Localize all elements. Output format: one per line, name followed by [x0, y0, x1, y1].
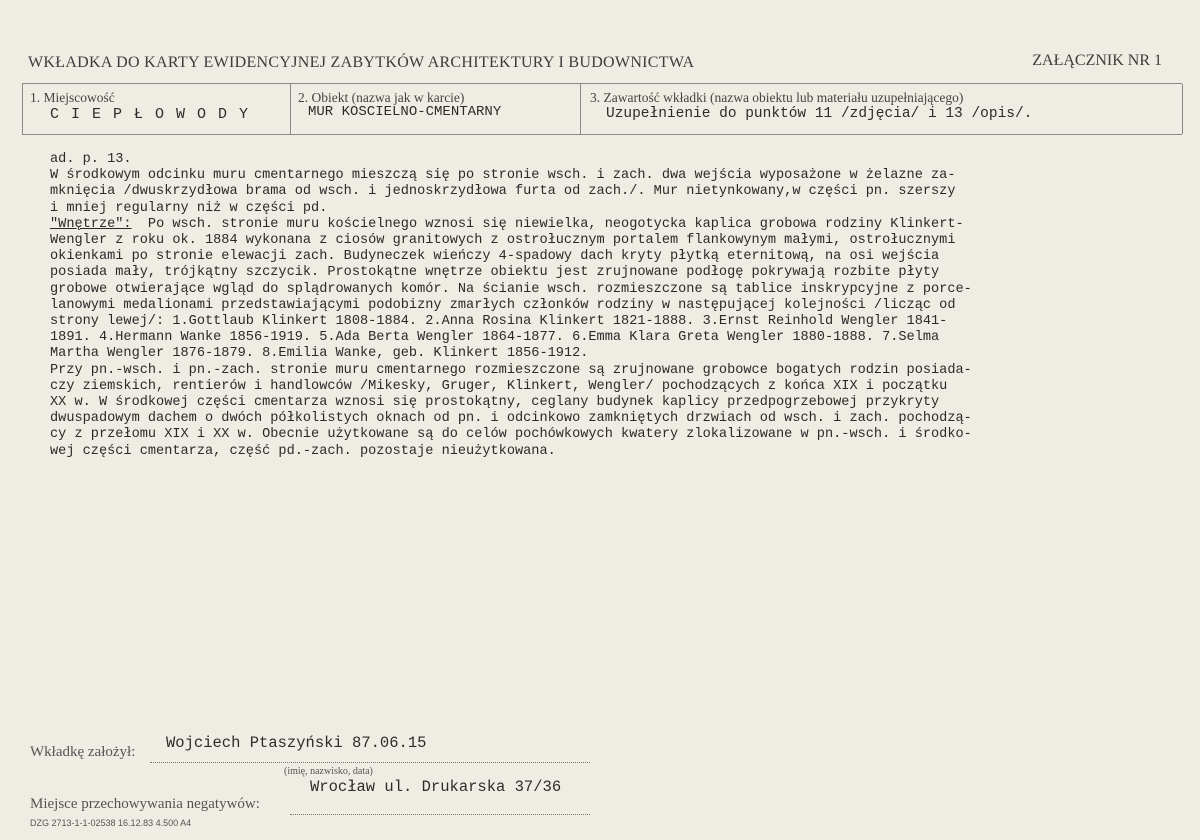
field-divider-1	[290, 84, 291, 134]
place-value: C I E P Ł O W O D Y	[50, 106, 250, 123]
header-rule	[22, 83, 1182, 84]
place-label: 1. Miejscowość	[30, 90, 115, 105]
interior-heading: "Wnętrze":	[50, 216, 132, 232]
attachment-number: ZAŁĄCZNIK NR 1	[1032, 52, 1162, 69]
fields-rule	[22, 134, 1182, 135]
author-line	[150, 762, 590, 763]
card-title: WKŁADKA DO KARTY EWIDENCYJNEJ ZABYTKÓW ARCHITEKTURY I BUDOWNICTWA	[28, 54, 695, 71]
author-hint: (imię, nazwisko, data)	[284, 766, 373, 777]
right-margin-rule	[1182, 84, 1183, 134]
text-line-interior	[50, 217, 1170, 233]
left-margin-rule	[22, 84, 23, 134]
text-line: cy z przełomu XIX i XX w. Obecnie użytkowane są do celów pochówkowych kwatery zlokalizowane w pn.-wsch. i środko-	[50, 427, 972, 443]
author-label: Wkładkę założył:	[30, 744, 136, 760]
text-line: W środkowym odcinku muru cmentarnego mieszczą się po stronie wsch. i zach. dwa wejścia wyposażone w żelazne za-	[50, 168, 956, 184]
storage-label: Miejsce przechowywania negatywów:	[30, 796, 260, 812]
text-line: czy ziemskich, rentierów i handlowców /Mikesky, Gruger, Klinkert, Wengler/ pochodzących z końca XIX i początku	[50, 378, 948, 394]
description-text	[50, 152, 1170, 460]
text-line: dwuspadowym dachem o dwóch półkolistych oknach od pn. i odcinkowo zamkniętych drzwiach od wsch. i zach. pochodzą-	[50, 411, 972, 427]
text-line: Wengler z roku ok. 1884 wykonana z ciosów granitowych z ostrołucznym portalem flankowynym małymi, ostrołucznymi	[50, 233, 956, 249]
text-line: Martha Wengler 1876-1879. 8.Emilia Wanke, geb. Klinkert 1856-1912.	[50, 346, 589, 362]
text-line: 1891. 4.Hermann Wanke 1856-1919. 5.Ada Berta Wengler 1864-1877. 6.Emma Klara Greta Wengler 1880-1888. 7.Selma	[50, 330, 940, 346]
contents-label: 3. Zawartość wkładki (nazwa obiektu lub materiału uzupełniającego)	[590, 90, 964, 105]
text-line: mknięcia /dwuskrzydłowa brama od wsch. i jednoskrzydłowa furta od zach./. Mur nietynkowany,w części pn. szerszy	[50, 184, 956, 200]
text-line: ad. p. 13.	[50, 152, 132, 167]
text-line: grobowe otwierające wgląd do splądrowanych komór. Na ścianie wsch. rozmieszczone są tablice inskrypcyjne z porce-	[50, 281, 972, 297]
text-line: i mniej regularny niż w części pd.	[50, 200, 328, 216]
text-line: posiada mały, trójkątny szczycik. Prostokątne wnętrze obiektu jest zrujnowane podłogę pokrywają rozbite płyty	[50, 265, 940, 281]
field-divider-2	[580, 84, 581, 134]
print-code: DZG 2713-1-1-02538 16.12.83 4.500 A4	[30, 818, 192, 828]
text-line: lanowymi medalionami przedstawiającymi podobizny zmarłych członków rodziny w następującej kolejności /licząc od	[50, 297, 956, 313]
author-value: Wojciech Ptaszyński 87.06.15	[166, 734, 427, 752]
storage-value: Wrocław ul. Drukarska 37/36	[310, 778, 562, 796]
interior-text: Po wsch. stronie muru kościelnego wznosi się niewielka, neogotycka kaplica grobowa rodziny Klinkert-	[147, 216, 964, 232]
object-value: MUR KOSCIELNO-CMENTARNY	[308, 104, 502, 120]
object-label: 2. Obiekt (nazwa jak w karcie)	[298, 90, 465, 105]
text-line: okienkami po stronie elewacji zach. Budyneczek wieńczy 4-spadowy dach kryty płytką eternitową, na osi wejścia	[50, 249, 940, 265]
text-line: strony lewej/: 1.Gottlaub Klinkert 1808-1884. 2.Anna Rosina Klinkert 1821-1888. 3.Ernst Reinhold Wengler 1841-	[50, 314, 948, 330]
text-line: wej części cmentarza, część pd.-zach. pozostaje nieużytkowana.	[50, 443, 556, 459]
contents-value: Uzupełnienie do punktów 11 /zdjęcia/ i 13 /opis/.	[606, 106, 1033, 122]
text-line: XX w. W środkowej części cmentarza wznosi się prostokątny, ceglany budynek kaplicy przedpogrzebowej przykryty	[50, 395, 940, 411]
text-line: Przy pn.-wsch. i pn.-zach. stronie muru cmentarnego rozmieszczone są zrujnowane grobowce bogatych rodzin posiada-	[50, 362, 972, 378]
storage-line	[290, 814, 590, 815]
